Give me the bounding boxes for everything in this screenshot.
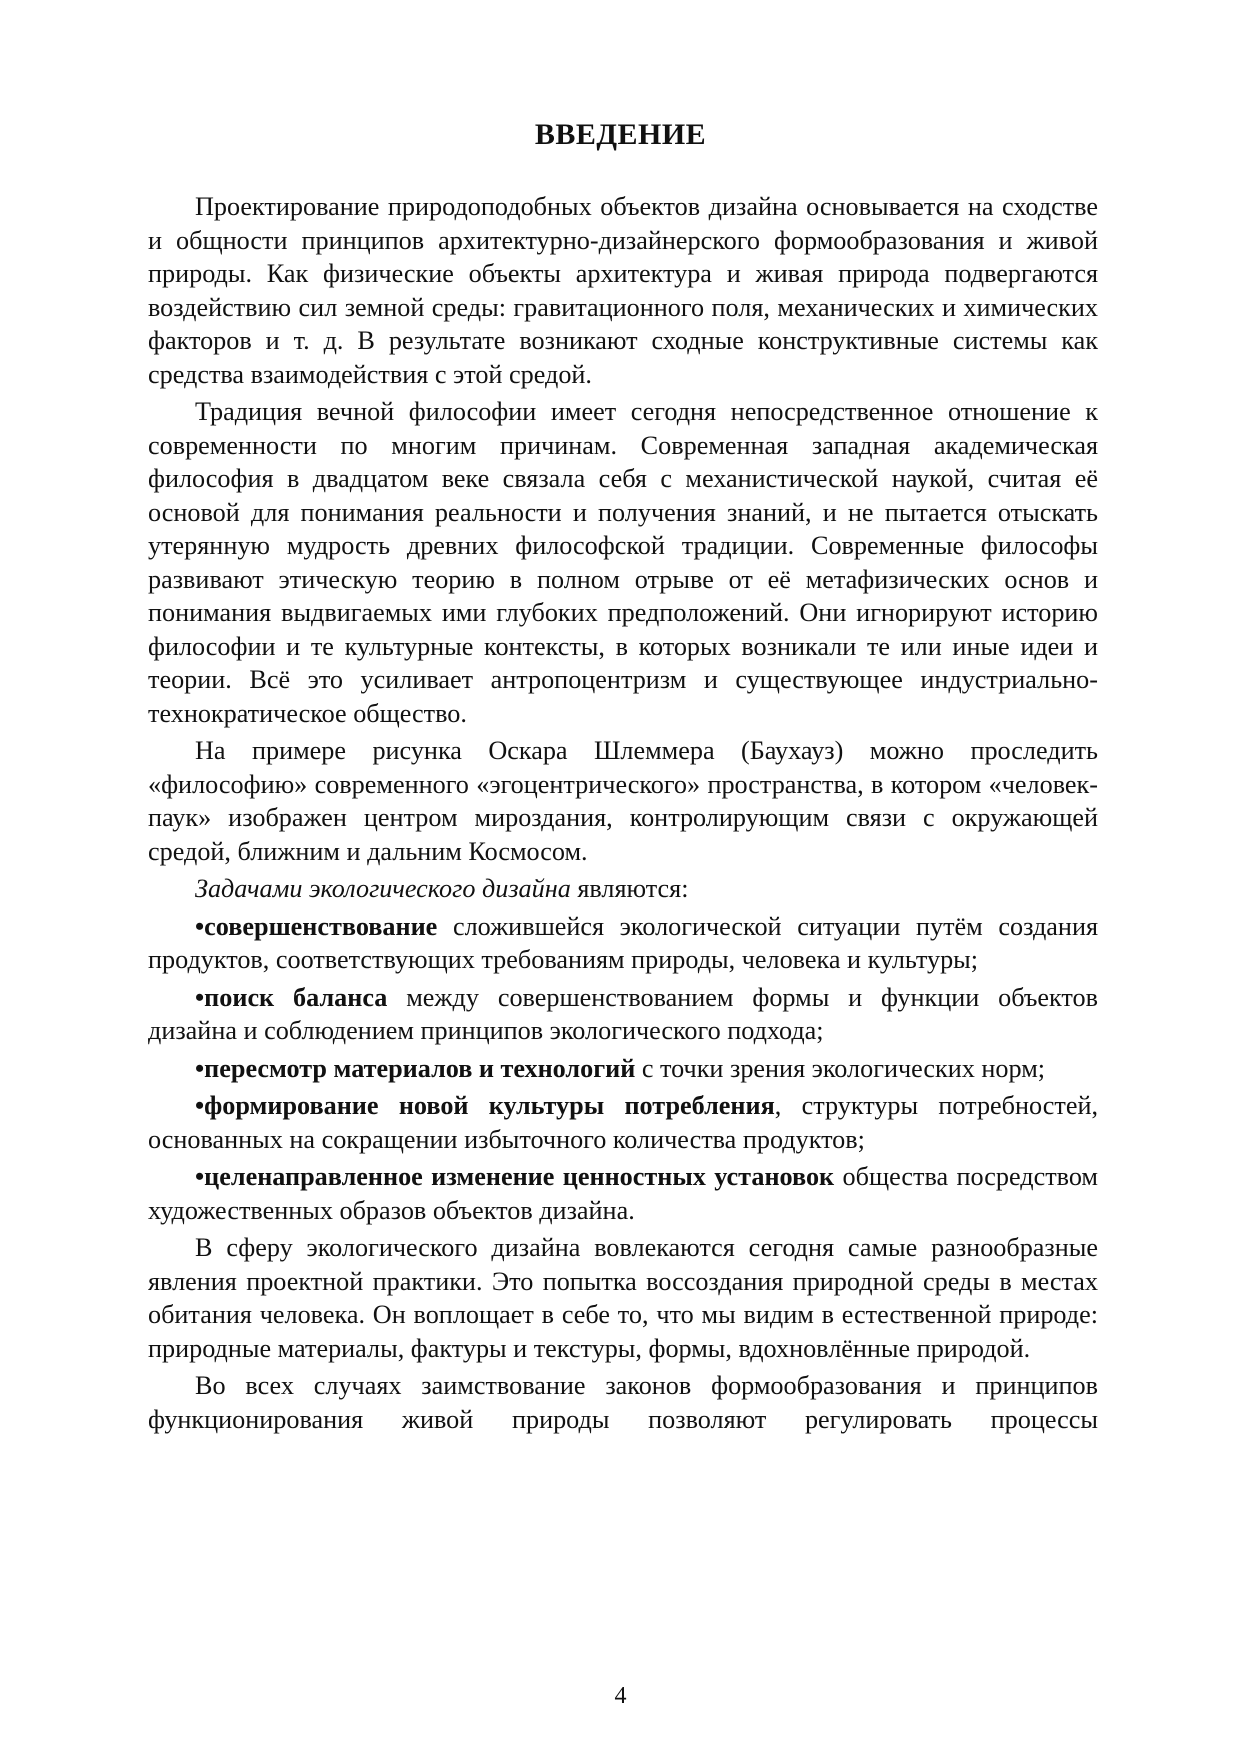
paragraph-borrowing-laws: Во всех случаях заимствование законов формообразования и принципов функционирования живой природы позволяют регулировать процессы	[148, 1371, 1098, 1434]
list-item-consumption-culture-keyword: •формирование новой культуры потребления	[195, 1091, 775, 1120]
list-item-materials-keyword: •пересмотр материалов и технологий	[195, 1053, 636, 1083]
list-item-materials-text: с точки зрения экологических норм;	[635, 1053, 1046, 1083]
paragraph-tasks-heading	[148, 872, 1098, 906]
list-item-values	[148, 1160, 1098, 1227]
list-item-consumption-culture	[148, 1089, 1098, 1156]
tasks-heading-rest: являются:	[570, 874, 689, 903]
list-item-improvement	[148, 910, 1098, 977]
list-item-balance-text: между совершенствованием формы и функции объектов дизайна и соблюдением принципов экологического подхода;	[148, 982, 1098, 1045]
list-item-balance-keyword: •поиск баланса	[195, 982, 388, 1012]
tasks-heading-italic: Задачами экологического дизайна	[195, 874, 571, 903]
list-item-improvement-text: сложившейся экологической ситуации путём создания продуктов, соответствующих требованиям природы, человека и культуры;	[148, 911, 1098, 974]
list-item-values-text: общества посредством художественных образов объектов дизайна.	[148, 1162, 1098, 1225]
paragraph-intro: Проектирование природоподобных объектов дизайна основывается на сходстве и общности принципов архитектурно-дизайнерского формообразования и живой природы. Как физические объекты архитектура и живая природа подвергаются воздействию сил земной среды: гравитационного поля, механических и химических факторов и т. д. В результате возникают сходные конструктивные системы как средства взаимодействия с этой средой.	[148, 192, 1098, 389]
paragraph-schlemmer-example: На примере рисунка Оскара Шлеммера (Баухауз) можно проследить «философию» современного «эгоцентрического» пространства, в котором «человек-паук» изображен центром мироздания, контролирующим связи с окружающей средой, ближним и дальним Космосом.	[148, 736, 1098, 866]
page-number: 4	[614, 1683, 627, 1709]
list-item-balance	[148, 981, 1098, 1048]
paragraph-perennial-philosophy: Традиция вечной философии имеет сегодня непосредственное отношение к современности по многим причинам. Современная западная академическая философия в двадцатом веке связала себя с механистической наукой, считая её основой для понимания реальности и получения знаний, и не пытается отыскать утерянную мудрость древних философской традиции. Современные философы развивают этическую теорию в полном отрыве от её метафизических основ и понимания выдвигаемых ими глубоких предположений. Они игнорируют историю философии и те культурные контексты, в которых возникали те или иные идеи и теории. Всё это усиливает антропоцентризм и существующее индустриально-технократическое общество.	[148, 397, 1098, 728]
list-item-values-keyword: •целенаправленное изменение ценностных установок	[195, 1162, 835, 1191]
list-item-improvement-keyword: •совершенствование	[195, 911, 438, 941]
list-item-consumption-culture-text: , структуры потребностей, основанных на сокращении избыточного количества продуктов;	[148, 1091, 1098, 1154]
paragraph-ecodesign-sphere: В сферу экологического дизайна вовлекаются сегодня самые разнообразные явления проектной практики. Это попытка воссоздания природной среды в местах обитания человека. Он воплощает в себе то, что мы видим в естественной природе: природные материалы, фактуры и текстуры, формы, вдохновлённые природой.	[148, 1233, 1098, 1363]
page-title: ВВЕДЕНИЕ	[534, 118, 707, 151]
body-text	[148, 190, 1098, 1440]
list-item-materials	[148, 1052, 1098, 1086]
